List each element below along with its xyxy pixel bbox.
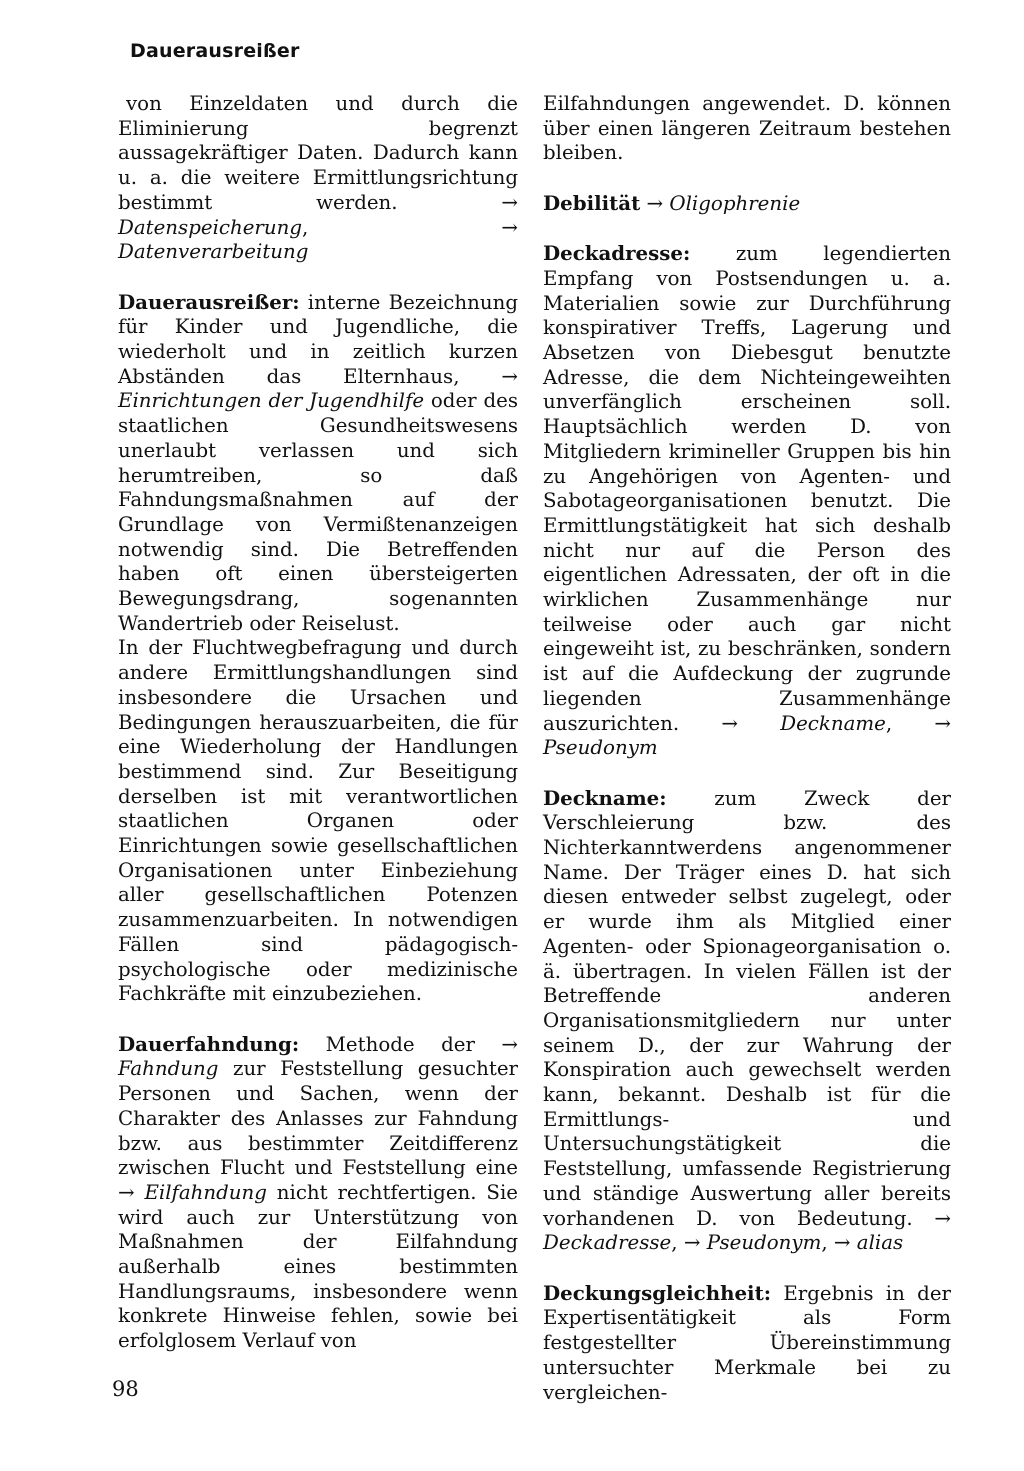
entry-dauerfahndung (118, 1032, 518, 1354)
entry-text: zur Feststellung gesuchter Personen und Sachen, wenn der Charakter des Anlasses zur Fahndung bzw. aus bestimmter Zeitdifferenz zwischen Flucht und Feststellung eine → (118, 1057, 518, 1204)
entry-text: Ergebnis in der Expertisentätigkeit als Form festgestellter Übereinstimmung untersuchter Merkmale bei zu vergleichen- (543, 1281, 951, 1404)
entry-text: oder des staatlichen Gesundheitswesens unerlaubt verlassen und sich herumtreiben, so daß Fahndungsmaßnahmen auf der Grundlage von Vermißtenanzeigen notwendig sind. Die Betreffenden haben oft einen übersteigerten Bewegungsdrang, sogenannten Wandertrieb oder Reiselust. (118, 389, 518, 635)
entry-text: nicht rechtfertigen. Sie wird auch zur Unterstützung von Maßnahmen der Eilfahndung außerhalb eines bestimmten Handlungsraums, insbesondere wenn konkrete Hinweise fehlen, sowie bei erfolglosem Verlauf von (118, 1180, 518, 1353)
entry-continuation-right (543, 92, 951, 166)
cross-reference[interactable]: Deckadresse (543, 1231, 672, 1255)
ref-separator: , → (885, 711, 951, 735)
ref-separator: → (640, 191, 670, 215)
cross-reference[interactable]: Datenverarbeitung (118, 240, 309, 264)
entry-term: Deckungsgleichheit: (543, 1280, 772, 1305)
entry-paragraph (543, 786, 951, 1256)
entry-paragraph: In der Fluchtwegbefragung und durch andere Ermittlungshandlungen sind insbesondere die Ursachen und Bedingungen herauszuarbeiten, die für eine Wiederholung der Handlungen bestimmend sind. Zur Beseitigung derselben ist mit verantwortlichen staatlichen Organen oder Einrichtungen sowie gesellschaftlichen Organisationen unter Einbeziehung aller gesellschaftlichen Potenzen zusammenzuarbeiten. In notwendigen Fällen sind pädagogisch-psychologische oder medizinische Fachkräfte mit einzubeziehen. (118, 636, 518, 1006)
entry-paragraph (118, 1032, 518, 1354)
cross-reference[interactable]: Fahndung (118, 1057, 219, 1081)
entry-text: interne Bezeichnung für Kinder und Jugendliche, die wiederholt und in zeitlich kurzen Abständen das Elternhaus, → (118, 290, 518, 388)
cross-reference[interactable]: Datenspeicherung (118, 215, 303, 239)
cross-reference[interactable]: Einrichtungen der Jugendhilfe (118, 389, 425, 413)
entry-paragraph (543, 1281, 951, 1406)
ref-separator: , → (671, 1231, 707, 1255)
left-column (118, 92, 518, 1379)
entry-deckadresse (543, 241, 951, 761)
running-head: Dauerausreißer (130, 40, 300, 62)
entry-dauerausreisser (118, 290, 518, 1007)
entry-term: Deckname: (543, 785, 667, 810)
entry-deckungsgleichheit (543, 1281, 951, 1406)
ref-separator: , → (821, 1231, 857, 1255)
entry-paragraph (543, 191, 951, 217)
entry-deckname (543, 786, 951, 1256)
entry-text: zum Zweck der Verschleierung bzw. des Nichterkanntwerdens angenommener Name. Der Träger eines D. hat sich diesen entweder selbst zugelegt, oder er wurde ihm als Mitglied einer Agenten- oder Spionageorganisation o. ä. übertragen. In vielen Fällen ist der Betreffende anderen Organisationsmitgliedern nur unter seinem D., der zur Wahrung der Konspiration auch gewechselt werden kann, bekannt. Deshalb ist für die Ermittlungs- und Untersuchungstätigkeit die Feststellung, umfassende Registrierung und ständige Auswertung aller bereits vorhandenen D. von Bedeutung. → (543, 786, 951, 1230)
cross-reference[interactable]: Pseudonym (706, 1231, 822, 1255)
entry-term: Dauerausreißer: (118, 289, 300, 314)
entry-paragraph: Eilfahndungen angewendet. D. können über einen längeren Zeitraum bestehen bleiben. (543, 92, 951, 165)
entry-continuation-left (118, 92, 518, 265)
entry-paragraph (118, 290, 518, 637)
ref-separator: , → (302, 215, 518, 239)
right-column (543, 92, 951, 1430)
entry-paragraph (118, 92, 518, 265)
cross-reference[interactable]: Deckname (780, 711, 886, 735)
cross-reference[interactable]: Eilfahndung (144, 1180, 267, 1204)
entry-term: Dauerfahndung: (118, 1031, 300, 1056)
entry-paragraph (543, 241, 951, 761)
entry-term: Debilität (543, 190, 641, 215)
entry-debilitaet (543, 191, 951, 217)
entry-text: von Einzeldaten und durch die Eliminierung begrenzt aussagekräftiger Daten. Dadurch kann u. a. die weitere Ermittlungsrichtung bestimmt werden. → (118, 92, 518, 214)
entry-term: Deckadresse: (543, 241, 691, 266)
cross-reference[interactable]: Pseudonym (543, 736, 658, 760)
entry-text: zum legendierten Empfang von Postsendungen u. a. Materialien sowie zur Durchführung konspirativer Treffs, Lagerung und Absetzen von Diebesgut benutzte Adresse, die dem Nichteingeweihten unverfänglich erscheinen soll. Hauptsächlich werden D. von Mitgliedern krimineller Gruppen bis hin zu Angehörigen von Agenten- und Sabotageorganisationen benutzt. Die Ermittlungstätigkeit hat sich deshalb nicht nur auf die Person des eigentlichen Adressaten, der oft in die wirklichen Zusammenhänge nur teilweise oder auch gar nicht eingeweiht ist, zu beschränken, sondern ist auf die Aufdeckung der zugrunde liegenden Zusammenhänge auszurichten. → (543, 242, 951, 735)
cross-reference[interactable]: Oligophrenie (669, 191, 801, 215)
entry-text: Methode der → (299, 1032, 518, 1056)
page-number: 98 (112, 1377, 139, 1401)
cross-reference[interactable]: alias (856, 1231, 904, 1255)
